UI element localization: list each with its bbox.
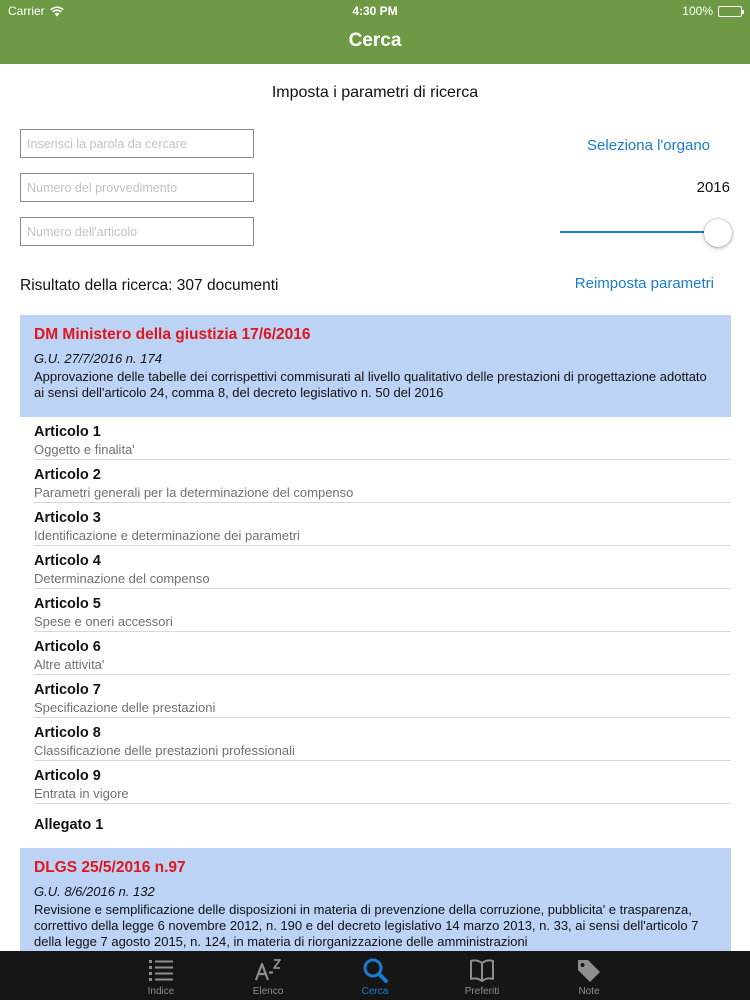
- document-title: DM Ministero della giustizia 17/6/2016: [34, 326, 311, 343]
- tab-label: Indice: [147, 986, 175, 997]
- tab-indice[interactable]: [108, 951, 215, 1000]
- tab-preferiti[interactable]: [429, 951, 536, 1000]
- document-gazette: G.U. 27/7/2016 n. 174: [34, 351, 162, 366]
- year-slider[interactable]: [560, 217, 732, 247]
- article-name: Articolo 3: [34, 510, 101, 526]
- tab-label: Note: [578, 986, 600, 997]
- tab-note[interactable]: [536, 951, 643, 1000]
- reset-parameters-button[interactable]: Reimposta parametri: [574, 275, 714, 292]
- year-value: 2016: [696, 179, 730, 196]
- article-number-input[interactable]: [20, 217, 254, 246]
- article-description: Parametri generali per la determinazione del compenso: [34, 485, 354, 500]
- article-row[interactable]: [20, 503, 731, 546]
- page-title: Cerca: [348, 30, 402, 51]
- article-description: Oggetto e finalita': [34, 442, 135, 457]
- search-icon: [361, 957, 389, 983]
- article-row[interactable]: [20, 632, 731, 675]
- az-icon: [254, 957, 282, 983]
- article-name: Articolo 8: [34, 725, 101, 741]
- article-description: Identificazione e determinazione dei parametri: [34, 528, 300, 543]
- tab-label: Cerca: [361, 986, 389, 997]
- article-name: Articolo 9: [34, 768, 101, 784]
- article-row[interactable]: [20, 546, 731, 589]
- year-slider-thumb[interactable]: [704, 219, 732, 247]
- article-description: Altre attivita': [34, 657, 105, 672]
- clock: 4:30 PM: [352, 4, 398, 18]
- navigation-bar: [0, 0, 750, 64]
- attachment-row[interactable]: Allegato 1: [34, 817, 104, 833]
- article-row[interactable]: [20, 460, 731, 503]
- article-description: Classificazione delle prestazioni professionali: [34, 743, 295, 758]
- article-name: Articolo 2: [34, 467, 101, 483]
- document-description: Revisione e semplificazione delle disposizioni in materia di prevenzione della corruzione, pubblicita' e trasparenza, correttivo della legge 6 novembre 2012, n. 190 e del decreto legislativo 14 marzo 2013, n. 33, ai sensi dell'articolo 7 della legge 7 agosto 2015, n. 124, in materia di riorganizzazione delle amministrazioni: [34, 902, 699, 949]
- article-name: Articolo 5: [34, 596, 101, 612]
- article-description: Entrata in vigore: [34, 786, 129, 801]
- article-row[interactable]: [20, 675, 731, 718]
- book-icon: [468, 957, 496, 983]
- document-header[interactable]: [20, 315, 731, 417]
- result-count: Risultato della ricerca: 307 documenti: [20, 277, 279, 294]
- article-name: Articolo 1: [34, 424, 101, 440]
- tab-bar: [0, 951, 750, 1000]
- provision-number-input[interactable]: [20, 173, 254, 202]
- article-description: Determinazione del compenso: [34, 571, 210, 586]
- document-description: Approvazione delle tabelle dei corrispettivi commisurati al livello qualitativo delle prestazioni di progettazione adottato ai sensi dell'articolo 24, comma 8, del decreto legislativo n. 50 del 2016: [34, 369, 707, 400]
- results-list[interactable]: [20, 315, 731, 951]
- document-gazette: G.U. 8/6/2016 n. 132: [34, 884, 155, 899]
- battery-icon: [718, 6, 742, 17]
- status-bar: [0, 0, 750, 22]
- article-row[interactable]: [20, 589, 731, 632]
- article-description: Spese e oneri accessori: [34, 614, 173, 629]
- article-name: Articolo 6: [34, 639, 101, 655]
- select-organ-button[interactable]: Seleziona l'organo: [587, 137, 710, 154]
- document-title: DLGS 25/5/2016 n.97: [34, 859, 186, 876]
- article-row[interactable]: [20, 417, 731, 460]
- battery-percentage: 100%: [682, 4, 713, 18]
- tab-cerca[interactable]: [322, 951, 429, 1000]
- search-heading: Imposta i parametri di ricerca: [271, 84, 479, 101]
- article-name: Articolo 7: [34, 682, 101, 698]
- tab-label: Elenco: [252, 986, 284, 997]
- article-row[interactable]: [20, 761, 731, 804]
- list-icon: [147, 957, 175, 983]
- carrier-label: Carrier: [8, 4, 45, 18]
- tab-label: Preferiti: [464, 986, 500, 997]
- article-name: Articolo 4: [34, 553, 101, 569]
- year-slider-track[interactable]: [560, 231, 722, 233]
- article-row[interactable]: [20, 718, 731, 761]
- tag-icon: [575, 957, 603, 983]
- document-header[interactable]: [20, 848, 731, 951]
- tab-elenco[interactable]: [215, 951, 322, 1000]
- article-description: Specificazione delle prestazioni: [34, 700, 216, 715]
- search-word-input[interactable]: [20, 129, 254, 158]
